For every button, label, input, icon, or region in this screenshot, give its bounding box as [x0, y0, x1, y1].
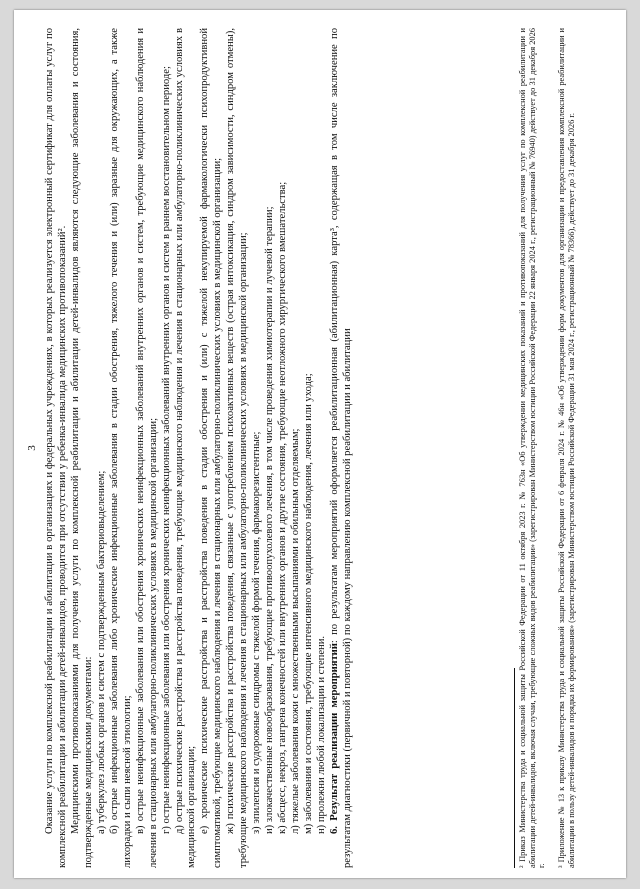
rotated-page-content: [26, 28, 616, 868]
section-6: [329, 28, 355, 868]
document-page: [14, 10, 626, 878]
section-6-text: : по результатам мероприятий оформляется реабилитационная (абилитационная) карта³, содержащая в том числе заключение по результатам диагностики (первичной и повторной) по каждому направлению комплексной реабилитации и абилитации: [328, 28, 353, 868]
contra-item-l: л) тяжелые заболевания кожи с множественными высыпаниями и обильным отделяемым;: [290, 428, 302, 834]
contra-item-d: д) острые психические расстройства и расстройства поведения, требующие медицинского наблюдения и лечения в стационарных или амбулаторно-поликлинических условиях в медицинской организации;: [173, 28, 198, 868]
contra-item-a: а) туберкулез любых органов и систем с подтвержденным бактериовыделением;: [95, 470, 107, 834]
contra-item-z: з) эпилепсия и судорожные синдромы с тяжелой формой течения, фармакорезистентные;: [251, 431, 263, 834]
contra-item-m: м) заболевания и состояния, требующие интенсивного медицинского наблюдения, лечения или ухода;: [303, 373, 315, 834]
contra-item-b: б) острые инфекционные заболевания либо хронические инфекционные заболевания в стадии обострения, тяжелого течения и (или) заразные для окружающих, а также лихорадки и сыпи неясной этиологии;: [108, 28, 133, 868]
page-number: 3: [26, 445, 38, 451]
contra-item-v: в) острые неинфекционные заболевания или обострения хронических неинфекционных заболеваний внутренних органов и систем, требующие медицинского наблюдения и лечения в стационарных или амбулаторно-поликлинических условиях в медицинской организации;: [134, 28, 159, 868]
section-6-heading: 6. Результат реализации мероприятий: [328, 643, 340, 834]
contra-item-n: н) пролежни любой локализации и степени.: [316, 635, 328, 834]
contra-item-k: к) абсцесс, некроз, гангрена конечностей или внутренних органов и другие состояния, требующие неотложного хирургического вмешательства;: [277, 181, 289, 834]
contra-item-e: е) хронические психические расстройства и расстройства поведения в стадии обострения и (или) с тяжелой некупируемой фармакологически психопродуктивной симптоматикой, требующие медицинского наблюдения и лечения в стационарных или амбулаторно-поликлинических условиях в медицинской организации;: [199, 28, 224, 868]
contra-item-zh: ж) психические расстройства и расстройства поведения, связанные с употреблением психоактивных веществ (острая интоксикация, синдром зависимости, синдром отмены), требующие медицинского наблюдения и лечения в стационарных или амбулаторно-поликлинических условиях в медицинской организации;: [225, 28, 250, 868]
footnote-separator: [514, 668, 515, 868]
contra-item-g: г) острые неинфекционные заболевания или обострения хронических неинфекционных заболеваний внутренних органов и систем в раннем восстановительном периоде;: [160, 66, 172, 834]
footnote-2: ² Приказ Министерства труда и социальной защиты Российской Федерации от 11 октября 2023 г. № 763н «Об утверждении медицинских показаний и противопоказаний для получения услуг по комплексной реабилитации и абилитации детей-инвалидов, включая случаи, требующие сложных видов реабилитации» (зарегистрирован Министерством юстиции Российской Федерации 22 января 2024 г., регистрационный № 76940) действует до 31 декабря 2026 г.: [518, 28, 547, 868]
contra-item-i: и) злокачественные новообразования, требующие противоопухолевого лечения, в том числе проведения химиотерапии и лучевой терапии;: [264, 206, 276, 834]
page-body: [44, 28, 355, 868]
paragraph-intro: Оказание услуги по комплексной реабилитации и абилитации в организациях и федеральных учреждениях, в которых реализуется электронный сертификат для оплаты услуг по комплексной реабилитации и абилитации детей-инвалидов, проводится при отсутствии у ребенка-инвалида медицинских противопоказаний².: [44, 28, 68, 868]
footnote-3: ³ Приложение № 13 к приказу Министерства труда и социальной защиты Российской Федерации от 6 февраля 2024 г. № 46н «Об утверждении форм документов для организации и предоставления комплексной реабилитации и абилитации в пользу детей-инвалидов и порядка их формирования» (зарегистрирован Министерством юстиции Российской Федерации 31 мая 2024 г., регистрационный № 78366), действует до 31 декабря 2026 г.: [557, 28, 576, 868]
contraindications-intro: Медицинскими противопоказаниями для получения услуги по комплексной реабилитации и абилитации детей-инвалидов являются следующие заболевания и состояния, подтвержденные медицинскими документами:: [69, 28, 94, 868]
